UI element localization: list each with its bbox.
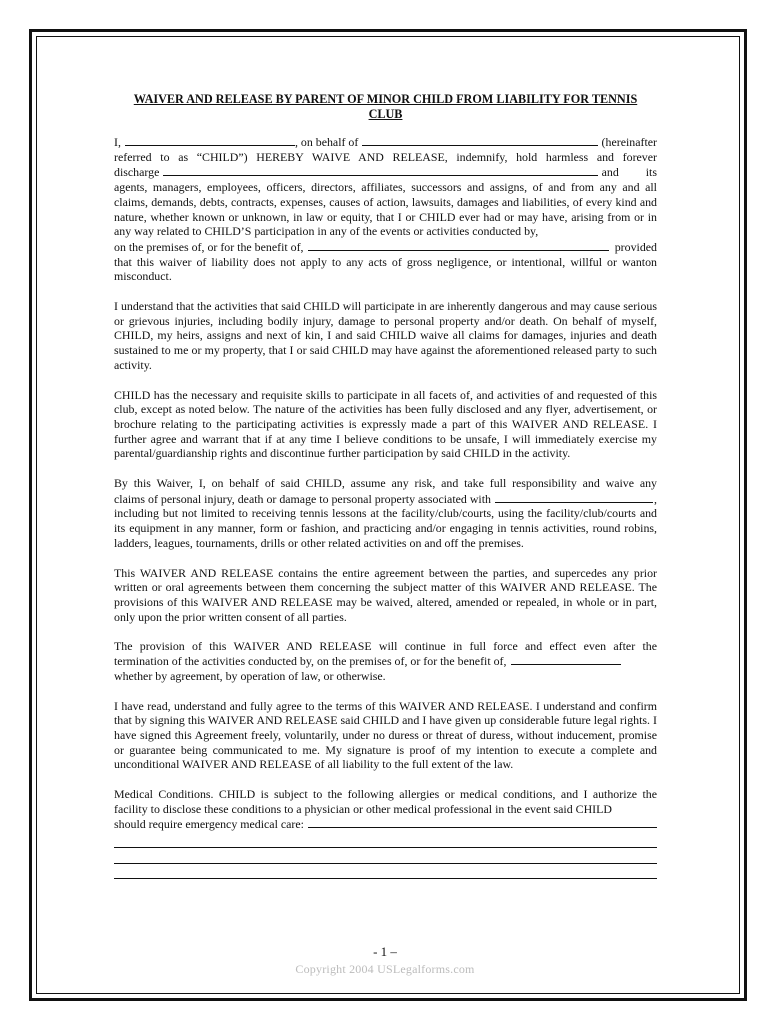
paragraph-release (114, 134, 657, 284)
text-i: I, (114, 135, 121, 149)
medical-field-3[interactable] (114, 848, 657, 864)
page-number: - 1 – (373, 944, 397, 959)
survival-line-1: The provision of this WAIVER AND RELEASE will continue in full force and effect even after the (114, 639, 657, 654)
text-and-its: and its (601, 165, 657, 180)
text-hereinafter: (hereinafter (601, 135, 657, 149)
paragraph-risk: I understand that the activities that said CHILD will participate in are inherently dangerous and may cause serious or grievous injuries, including bodily injury, damage to personal property and/or death. On behalf of myself, CHILD, my heirs, assigns and next of kin, I and said CHILD waive all claims for damages, injuries and death sustained to me or my property, that I or said CHILD may have against the aforementioned released party to such activity. (114, 299, 657, 372)
assume-risk-rest: including but not limited to receiving tennis lessons at the facility/club/courts, using the facility/club/courts and its equipment in any manner, form or fashion, and practicing and/or engaging in tennis activities, round robins, ladders, leagues, tournaments, drills or other related activities on and off the premises. (114, 506, 657, 550)
premises-field[interactable] (308, 239, 609, 251)
document-body (114, 92, 657, 879)
paragraph-medical (114, 787, 657, 879)
medical-body: Medical Conditions. CHILD is subject to the following allergies or medical conditions, and I authorize the facility to disclose these conditions to a physician or other medical professional in the event said CHILD (114, 787, 657, 816)
assume-risk-line-2: claims of personal injury, death or damage to personal property associated with (114, 491, 491, 506)
associated-with-field[interactable] (495, 491, 653, 503)
paragraph-survival (114, 639, 657, 683)
survival-line-2: termination of the activities conducted by, on the premises of, or for the benefit of, (114, 654, 507, 669)
parent-name-field[interactable] (125, 135, 295, 146)
medical-field-4[interactable] (114, 864, 657, 880)
medical-last: should require emergency medical care: (114, 817, 304, 832)
paragraph-acknowledgement: I have read, understand and fully agree to the terms of this WAIVER AND RELEASE. I understand and confirm that by signing this WAIVER AND RELEASE said CHILD and I have given up considerable future legal rights. I have signed this Agreement freely, voluntarily, under no duress or threat of duress, without inducement, promise or guarantee being communicated to me. My signature is proof of my intention to execute a complete and unconditional WAIVER AND RELEASE of all liability to the full extent of the law. (114, 698, 657, 772)
assume-risk-line-1: By this Waiver, I, on behalf of said CHILD, assume any risk, and take full responsibility and waive any (114, 476, 657, 491)
text-premises: on the premises of, or for the benefit of, (114, 239, 304, 254)
release-line-2: referred to as “CHILD”) HEREBY WAIVE AND RELEASE, indemnify, hold harmless and forever (114, 149, 657, 164)
medical-field-1[interactable] (308, 816, 657, 828)
text-on-behalf: , on behalf of (294, 135, 359, 149)
paragraph-skills: CHILD has the necessary and requisite skills to participate in all facets of, and activities of and requested of this club, except as noted below. The nature of the activities has been fully disclosed and any flyer, advertisement, or brochure relating to the participating activities is expressly made a part of this WAIVER AND RELEASE. I further agree and warrant that if at any time I believe conditions to be unsafe, I will immediately exercise my parental/guardianship rights and discontinue further participation by said CHILD in the activity. (114, 387, 657, 461)
document-title (114, 92, 657, 122)
title-line-1: WAIVER AND RELEASE BY PARENT OF MINOR CHILD FROM LIABILITY FOR TENNIS (133, 92, 638, 106)
paragraph-assume-risk (114, 476, 657, 551)
text-comma: , (654, 491, 657, 506)
release-tail: that this waiver of liability does not apply to any acts of gross negligence, or intentional, willful or wanton misconduct. (114, 254, 657, 284)
title-line-2: CLUB (368, 107, 403, 121)
released-party-field[interactable] (163, 164, 597, 176)
text-discharge: discharge (114, 165, 160, 180)
release-body: agents, managers, employees, officers, directors, affiliates, successors and assigns, of and from any and all claims, demands, debts, contracts, expenses, causes of action, lawsuits, damages and liabilities, of every kind and nature, whether known or unknown, in law or equity, that I or CHILD ever had or may have, arising from or in any way related to CHILD’S participation in any of the events or activities conducted by, (114, 180, 657, 239)
copyright-watermark: Copyright 2004 USLegalforms.com (295, 962, 475, 976)
benefit-of-field[interactable] (511, 654, 621, 665)
text-provided: provided (614, 239, 657, 254)
survival-line-3: whether by agreement, by operation of law, or otherwise. (114, 668, 386, 683)
child-name-field[interactable] (362, 134, 597, 146)
paragraph-entire-agreement: This WAIVER AND RELEASE contains the entire agreement between the parties, and supercedes any prior written or oral agreements between them concerning the subject matter of this WAIVER AND RELEASE. The provisions of this WAIVER AND RELEASE may be waived, altered, amended or repealed, in whole or in part, only upon the prior written consent of all parties. (114, 565, 657, 624)
medical-field-2[interactable] (114, 832, 657, 848)
